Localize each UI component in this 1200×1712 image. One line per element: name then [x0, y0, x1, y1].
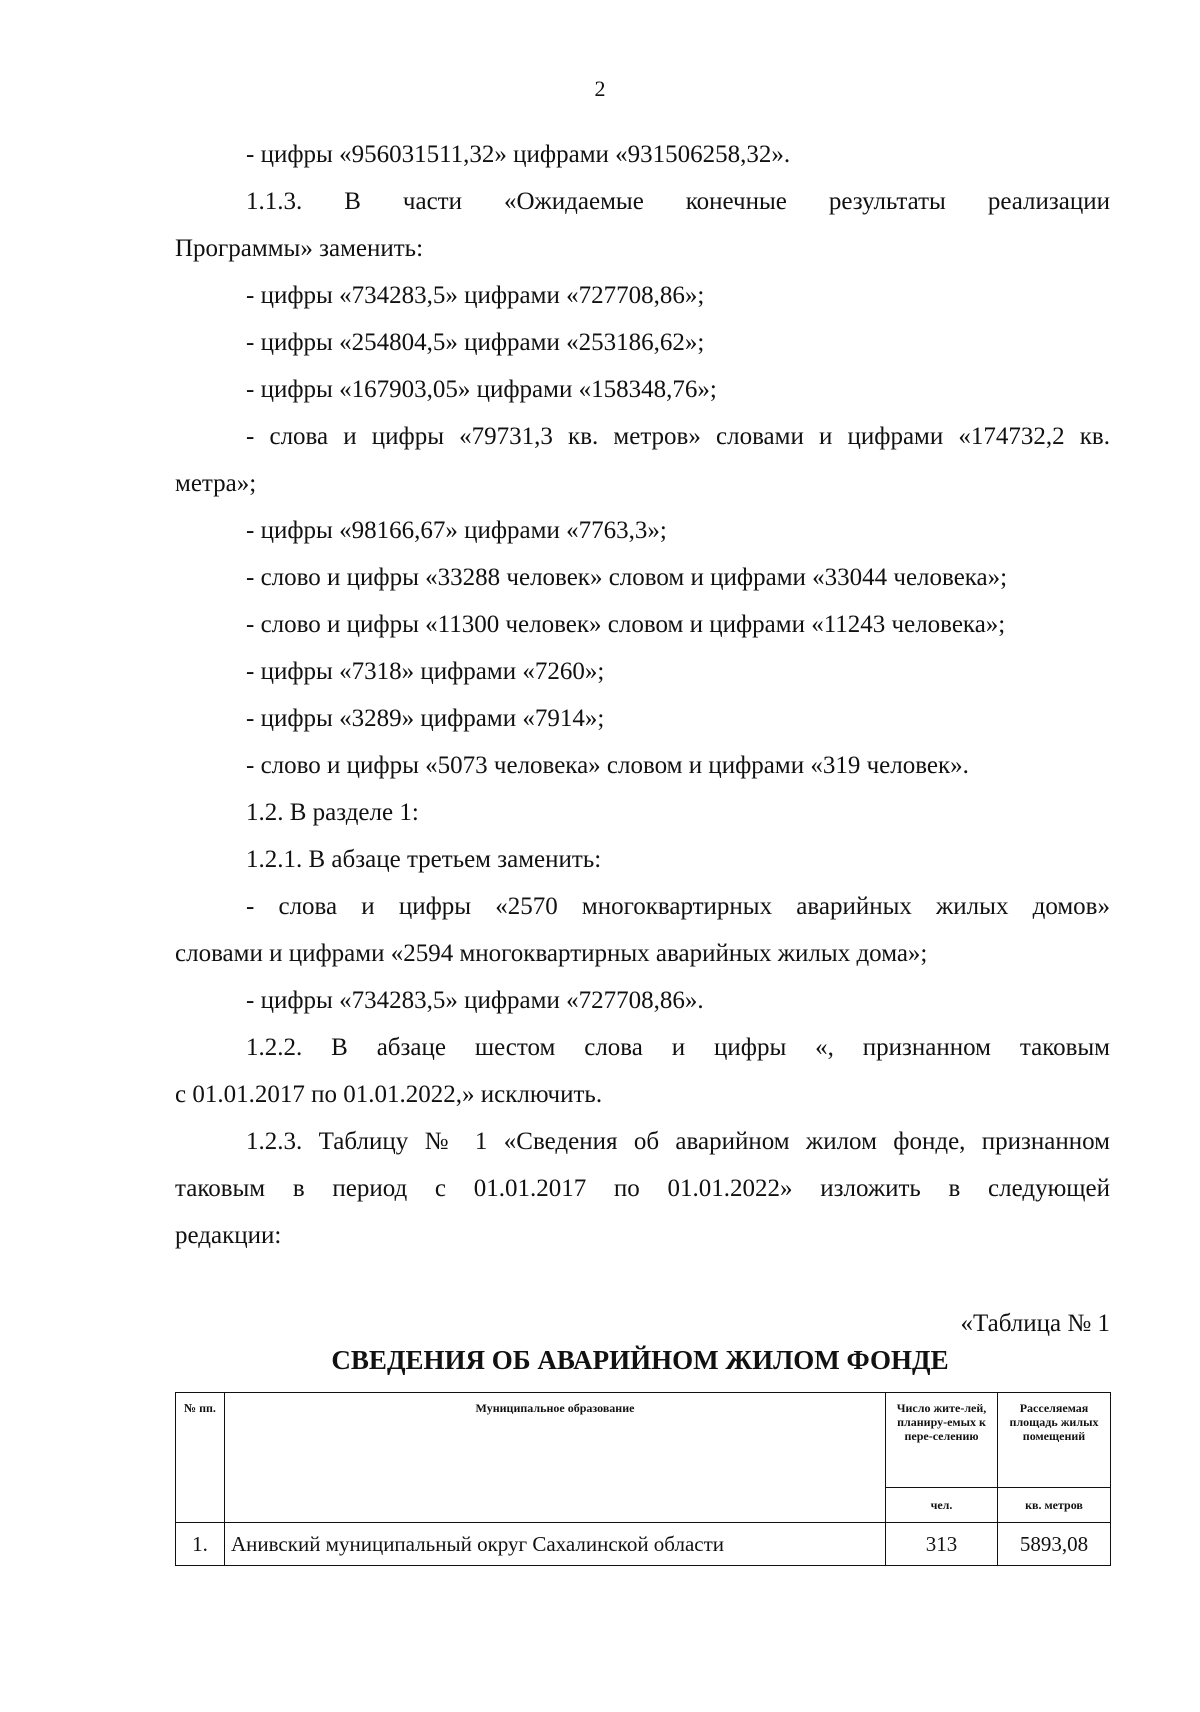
table-header-row [176, 1393, 1111, 1488]
header-area: Расселяемая площадь жилых помещений [998, 1393, 1111, 1488]
table-row [176, 1523, 1111, 1566]
paragraph-line: - слово и цифры «5073 человека» словом и цифрами «319 человек». [246, 752, 969, 779]
paragraph-line: редакции: [175, 1222, 282, 1249]
paragraph-line: 1.2.2. В абзаце шестом слова и цифры «, признанном таковым [246, 1034, 1110, 1061]
paragraph-line: - слово и цифры «11300 человек» словом и цифрами «11243 человека»; [246, 611, 1006, 638]
paragraph-line: таковым в период с 01.01.2017 по 01.01.2022» изложить в следующей [175, 1175, 1110, 1202]
header-num: № пп. [176, 1393, 225, 1523]
page-number: 2 [594, 76, 606, 101]
paragraph-line: - цифры «734283,5» цифрами «727708,86». [246, 987, 704, 1014]
paragraph-line: - цифры «734283,5» цифрами «727708,86»; [246, 282, 705, 309]
paragraph-line: - цифры «98166,67» цифрами «7763,3»; [246, 517, 667, 544]
paragraph-line: метра»; [175, 470, 257, 497]
paragraph-line: - цифры «7318» цифрами «7260»; [246, 658, 605, 685]
table-label: «Таблица № 1 [960, 1310, 1110, 1337]
paragraph-line: с 01.01.2017 по 01.01.2022,» исключить. [175, 1081, 603, 1108]
paragraph-line: 1.1.3. В части «Ожидаемые конечные результаты реализации [246, 188, 1110, 215]
paragraph-line: - слова и цифры «79731,3 кв. метров» словами и цифрами «174732,2 кв. [246, 423, 1110, 450]
paragraph-line: - цифры «167903,05» цифрами «158348,76»; [246, 376, 717, 403]
row-num: 1. [176, 1523, 225, 1566]
paragraph-line: - цифры «956031511,32» цифрами «931506258,32». [246, 141, 791, 168]
paragraph-line: Программы» заменить: [175, 235, 424, 262]
paragraph-line: словами и цифрами «2594 многоквартирных аварийных жилых дома»; [175, 940, 928, 967]
paragraph-line: 1.2.3. Таблицу № 1 «Сведения об аварийном жилом фонде, признанном [246, 1128, 1110, 1155]
unit-people: чел. [886, 1488, 998, 1523]
emergency-housing-table [175, 1392, 1111, 1566]
row-municipality: Анивский муниципальный округ Сахалинской области [225, 1523, 886, 1566]
table-title: СВЕДЕНИЯ ОБ АВАРИЙНОМ ЖИЛОМ ФОНДЕ [331, 1345, 949, 1375]
paragraph-line: - слова и цифры «2570 многоквартирных аварийных жилых домов» [246, 893, 1110, 920]
paragraph-line: - цифры «254804,5» цифрами «253186,62»; [246, 329, 705, 356]
paragraph-line: 1.2. В разделе 1: [246, 799, 419, 826]
header-municipality: Муниципальное образование [225, 1393, 886, 1523]
paragraph-line: - цифры «3289» цифрами «7914»; [246, 705, 605, 732]
row-area: 5893,08 [998, 1523, 1111, 1566]
header-people: Число жите-лей, планиру-емых к пере-селению [886, 1393, 998, 1488]
unit-area: кв. метров [998, 1488, 1111, 1523]
paragraph-line: 1.2.1. В абзаце третьем заменить: [246, 846, 602, 873]
paragraph-line: - слово и цифры «33288 человек» словом и цифрами «33044 человека»; [246, 564, 1008, 591]
row-people: 313 [886, 1523, 998, 1566]
